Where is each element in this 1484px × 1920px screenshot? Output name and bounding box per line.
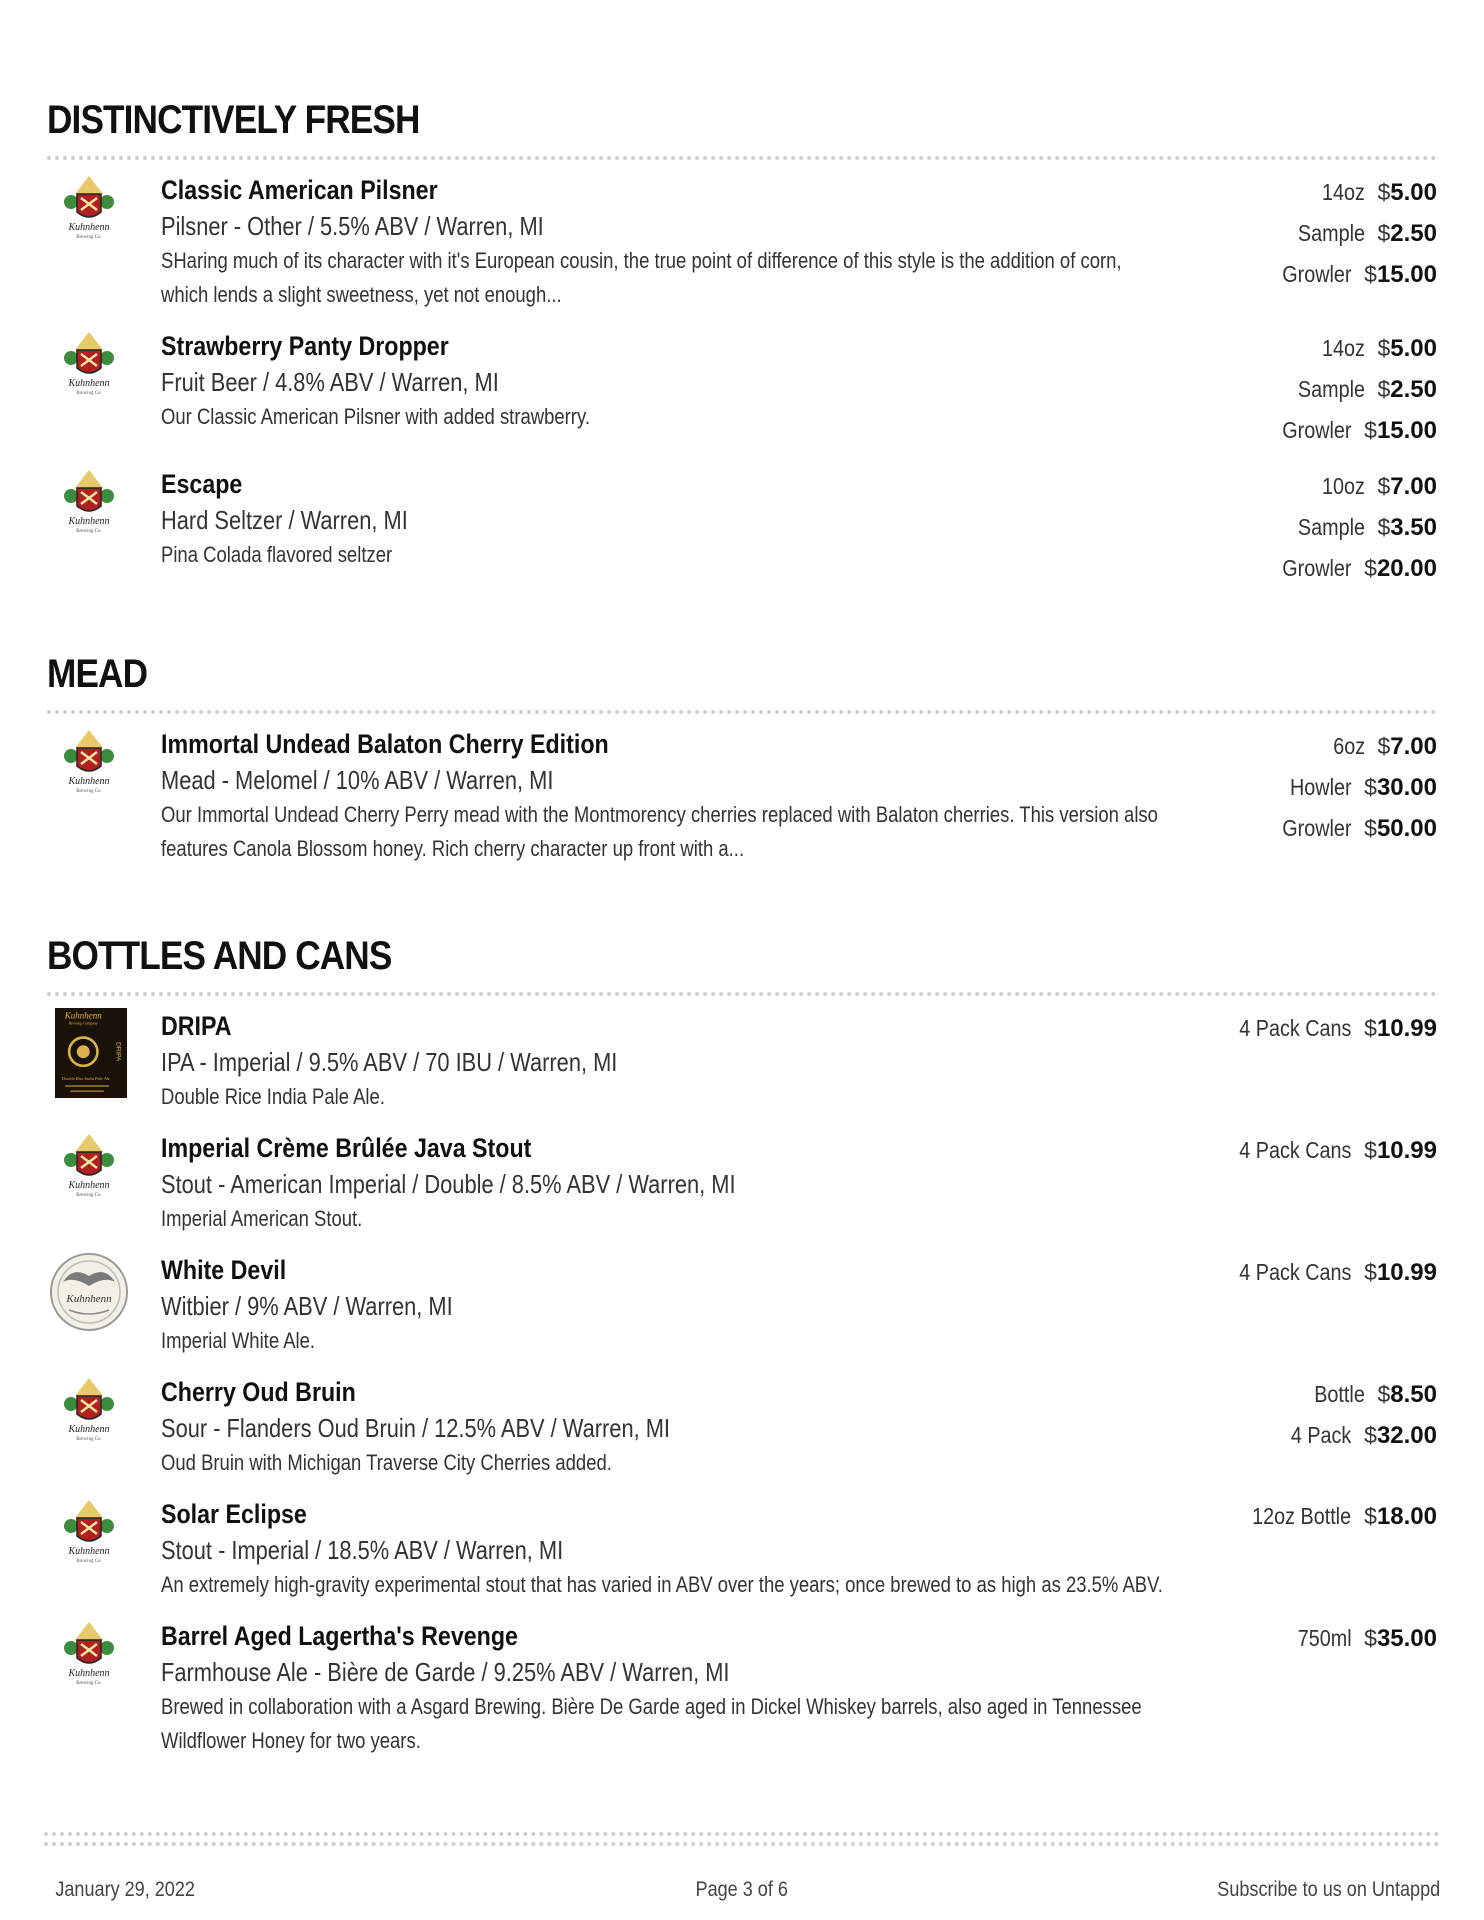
beer-description: Brewed in collaboration with a Asgard Brewing. Bière De Garde aged in Dickel Whiskey barrels, also aged in Tennessee Wildflower Honey for two years. — [161, 1694, 1142, 1753]
section-distinctively-fresh — [47, 96, 1437, 582]
price-row: Growler $50.00 — [1282, 815, 1437, 842]
beer-name: Classic American Pilsner — [161, 175, 438, 205]
beer-description: Oud Bruin with Michigan Traverse City Cherries added. — [161, 1450, 612, 1475]
svg-text:Kuhnhenn: Kuhnhenn — [68, 378, 110, 389]
beer-name: White Devil — [161, 1255, 287, 1285]
beer-meta: Mead - Melomel / 10% ABV / Warren, MI — [161, 765, 554, 795]
svg-text:Kuhnhenn: Kuhnhenn — [68, 1180, 110, 1191]
svg-text:Kuhnhenn: Kuhnhenn — [68, 222, 110, 233]
svg-text:Kuhnhenn: Kuhnhenn — [68, 516, 110, 527]
section-title: DISTINCTIVELY FRESH — [47, 98, 420, 142]
svg-text:Brewing Co.: Brewing Co. — [76, 1681, 102, 1686]
section-title: MEAD — [47, 652, 148, 696]
price-row: Growler $20.00 — [1282, 555, 1437, 582]
svg-text:Kuhnhenn: Kuhnhenn — [68, 1546, 110, 1557]
price-row: 4 Pack Cans $10.99 — [1239, 1015, 1437, 1042]
beer-meta: Fruit Beer / 4.8% ABV / Warren, MI — [161, 367, 499, 397]
brewery-logo-icon — [61, 466, 117, 536]
beer-name: Imperial Crème Brûlée Java Stout — [161, 1133, 532, 1163]
beer-meta: Hard Seltzer / Warren, MI — [161, 505, 408, 535]
section-divider — [47, 992, 1437, 996]
beer-name: Barrel Aged Lagertha's Revenge — [161, 1621, 518, 1651]
beer-name: DRIPA — [161, 1011, 232, 1041]
price-row: 4 Pack Cans $10.99 — [1239, 1259, 1437, 1286]
beer-meta: Pilsner - Other / 5.5% ABV / Warren, MI — [161, 211, 544, 241]
beer-name: Cherry Oud Bruin — [161, 1377, 356, 1407]
brewery-logo-icon — [61, 1618, 117, 1688]
beer-meta: IPA - Imperial / 9.5% ABV / 70 IBU / Warren, MI — [161, 1047, 618, 1077]
beer-description: Double Rice India Pale Ale. — [161, 1084, 385, 1109]
beer-description: Imperial White Ale. — [161, 1328, 316, 1353]
section-mead — [47, 650, 1437, 861]
price-row: 4 Pack Cans $10.99 — [1239, 1137, 1437, 1164]
footer-page-number: Page 3 of 6 — [695, 1878, 789, 1901]
price-list — [1177, 1374, 1437, 1456]
svg-text:Brewing Co.: Brewing Co. — [76, 1437, 102, 1442]
footer-date: January 29, 2022 — [55, 1878, 195, 1901]
beer-meta: Sour - Flanders Oud Bruin / 12.5% ABV / Warren, MI — [161, 1413, 671, 1443]
price-row: 14oz $5.00 — [1321, 179, 1437, 206]
beer-description: Our Classic American Pilsner with added strawberry. — [161, 404, 590, 429]
svg-text:Kuhnhenn: Kuhnhenn — [68, 1668, 110, 1679]
brewery-logo-icon — [61, 172, 117, 242]
brewery-logo-icon — [61, 1496, 117, 1566]
price-list — [1177, 1252, 1437, 1293]
beer-description: An extremely high-gravity experimental stout that has varied in ABV over the years; once brewed to as high as 23.5% ABV. — [161, 1572, 1163, 1597]
price-row: 10oz $7.00 — [1321, 473, 1437, 500]
price-list — [1177, 1496, 1437, 1537]
svg-text:Double Rice India Pale Ale: Double Rice India Pale Ale — [61, 1076, 110, 1081]
price-list — [1177, 172, 1437, 295]
price-row: 750ml $35.00 — [1297, 1625, 1437, 1652]
beer-name: Escape — [161, 469, 243, 499]
beer-description: SHaring much of its character with it's European cousin, the true point of difference of this style is the addition of corn, which lends a slight sweetness, yet not enough... — [161, 248, 1122, 307]
svg-text:Brewing Co.: Brewing Co. — [76, 529, 102, 534]
beer-meta: Stout - Imperial / 18.5% ABV / Warren, MI — [161, 1535, 564, 1565]
beer-description: Pina Colada flavored seltzer — [161, 542, 393, 567]
brewery-logo-icon — [61, 1130, 117, 1200]
footer-divider — [44, 1832, 1440, 1836]
price-row: Sample $2.50 — [1297, 220, 1437, 247]
svg-text:Brewing Co.: Brewing Co. — [76, 235, 102, 240]
beer-description: Imperial American Stout. — [161, 1206, 363, 1231]
price-list — [1177, 1618, 1437, 1659]
beer-name: Immortal Undead Balaton Cherry Edition — [161, 729, 609, 759]
svg-text:Brewing Co.: Brewing Co. — [76, 789, 102, 794]
price-row: Bottle $8.50 — [1314, 1381, 1437, 1408]
price-row: Growler $15.00 — [1282, 417, 1437, 444]
footer-divider — [44, 1842, 1440, 1846]
beer-name: Strawberry Panty Dropper — [161, 331, 449, 361]
section-bottles-and-cans — [47, 932, 1437, 1753]
brewery-logo-icon — [61, 726, 117, 796]
svg-text:Kuhnhenn: Kuhnhenn — [68, 776, 110, 787]
price-row: 4 Pack $32.00 — [1290, 1422, 1437, 1449]
beer-description: Our Immortal Undead Cherry Perry mead with the Montmorency cherries replaced with Balaton cherries. This version also features Canola Blossom honey. Rich cherry character up front with a... — [161, 802, 1158, 861]
svg-text:Brewing Co.: Brewing Co. — [76, 1559, 102, 1564]
price-row: Sample $2.50 — [1297, 376, 1437, 403]
svg-text:Kuhnhenn: Kuhnhenn — [66, 1293, 112, 1305]
svg-text:Kuhnhenn: Kuhnhenn — [64, 1010, 102, 1021]
brewery-logo-icon — [61, 1374, 117, 1444]
price-row: Howler $30.00 — [1289, 774, 1437, 801]
section-title: BOTTLES AND CANS — [47, 934, 392, 978]
svg-text:Brewing Co.: Brewing Co. — [76, 391, 102, 396]
price-row: 12oz Bottle $18.00 — [1252, 1503, 1437, 1530]
price-list — [1177, 726, 1437, 849]
price-list — [1177, 328, 1437, 451]
beer-name: Solar Eclipse — [161, 1499, 307, 1529]
price-list — [1177, 1130, 1437, 1171]
brewery-logo-icon — [61, 328, 117, 398]
white-devil-label-icon — [49, 1252, 129, 1332]
beer-meta: Farmhouse Ale - Bière de Garde / 9.25% ABV / Warren, MI — [161, 1657, 730, 1687]
price-row: 14oz $5.00 — [1321, 335, 1437, 362]
svg-text:Brewing Company: Brewing Company — [68, 1021, 98, 1026]
dripa-label-icon — [53, 1008, 129, 1098]
price-row: 6oz $7.00 — [1332, 733, 1437, 760]
svg-text:DRIPA: DRIPA — [114, 1042, 122, 1062]
price-row: Growler $15.00 — [1282, 261, 1437, 288]
footer-subscribe-link[interactable]: Subscribe to us on Untappd — [1217, 1878, 1440, 1901]
beer-meta: Witbier / 9% ABV / Warren, MI — [161, 1291, 453, 1321]
section-divider — [47, 710, 1437, 714]
svg-text:Kuhnhenn: Kuhnhenn — [68, 1424, 110, 1435]
price-row: Sample $3.50 — [1297, 514, 1437, 541]
price-list — [1177, 466, 1437, 589]
svg-text:Brewing Co.: Brewing Co. — [76, 1193, 102, 1198]
price-list — [1177, 1008, 1437, 1049]
section-divider — [47, 156, 1437, 160]
beer-meta: Stout - American Imperial / Double / 8.5% ABV / Warren, MI — [161, 1169, 736, 1199]
